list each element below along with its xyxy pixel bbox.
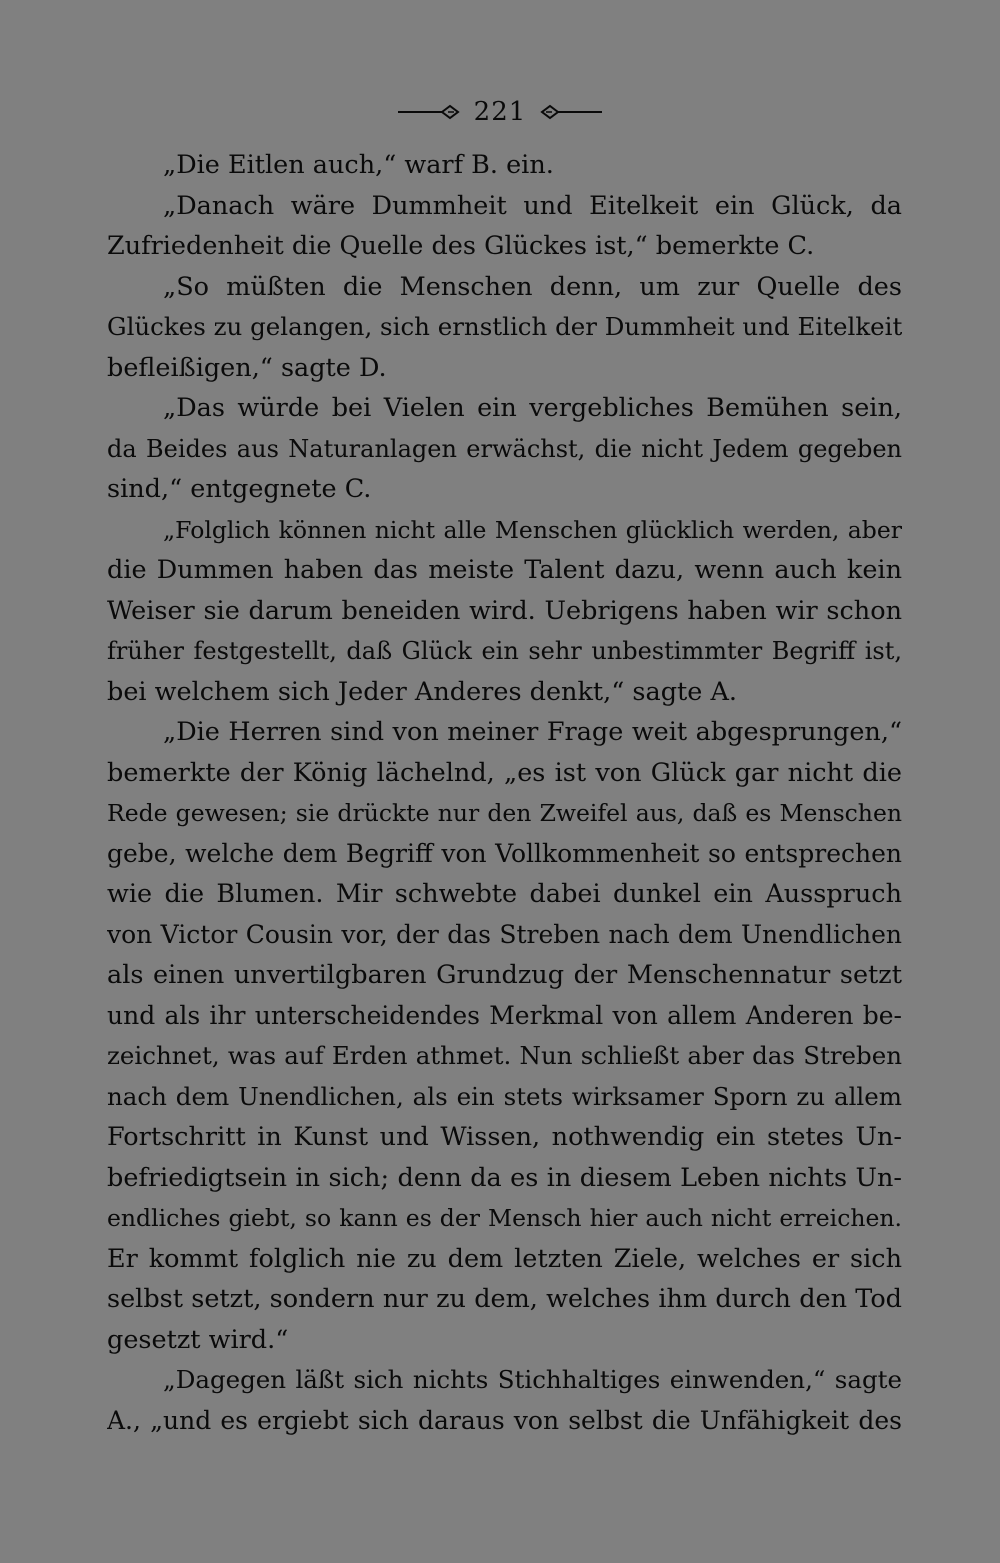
page-number: 221 [473,97,527,127]
text-line: Zufriedenheit die Quelle des Glückes ist,“ bemerkte C. [107,231,815,261]
text-line: wie die Blumen. Mir schwebte dabei dunkel ein Ausspruch [107,879,902,909]
text-line: endliches giebt, so kann es der Mensch hier auch nicht erreichen. [107,1204,902,1232]
text-line: Fortschritt in Kunst und Wissen, nothwendig ein stetes Un- [107,1122,902,1152]
text-line: zeichnet, was auf Erden athmet. Nun schließt aber das Streben [107,1041,902,1070]
text-line: „Das würde bei Vielen ein vergebliches Bemühen sein, [163,393,902,423]
text-line: selbst setzt, sondern nur zu dem, welches ihm durch den Tod [107,1284,902,1314]
text-line: Rede gewesen; sie drückte nur den Zweifel aus, daß es Menschen [107,799,902,827]
text-line: „Folglich können nicht alle Menschen glücklich werden, aber [163,515,902,544]
text-line: „Die Eitlen auch,“ warf B. ein. [163,150,554,180]
left-ornament-icon [398,102,460,122]
text-line: sind,“ entgegnete C. [107,474,372,504]
page-header [0,92,1000,132]
right-ornament-icon [540,102,602,122]
text-line: gebe, welche dem Begriff von Vollkommenheit so entsprechen [107,838,902,868]
text-line: Glückes zu gelangen, sich ernstlich der Dummheit und Eitelkeit [107,312,902,341]
text-line: „So müßten die Menschen denn, um zur Quelle des [163,271,902,302]
text-line: bei welchem sich Jeder Anderes denkt,“ sagte A. [107,676,737,707]
text-line: befriedigtsein in sich; denn da es in diesem Leben nichts Un- [107,1162,902,1193]
text-line: die Dummen haben das meiste Talent dazu, wenn auch kein [107,555,902,585]
text-line: „Dagegen läßt sich nichts Stichhaltiges einwenden,“ sagte [163,1365,902,1394]
text-line: früher festgestellt, daß Glück ein sehr unbestimmter Begriff ist, [107,637,902,665]
text-line: befleißigen,“ sagte D. [107,352,387,383]
text-line: gesetzt wird.“ [107,1324,289,1355]
text-line: und als ihr unterscheidendes Merkmal von allem Anderen be- [107,1000,902,1030]
body-text [107,145,902,1441]
text-line: von Victor Cousin vor, der das Streben nach dem Unendlichen [107,919,902,949]
text-line: „Die Herren sind von meiner Frage weit abgesprungen,“ [163,717,902,747]
text-line: A., „und es ergiebt sich daraus von selbst die Unfähigkeit des [107,1405,902,1435]
text-line: „Danach wäre Dummheit und Eitelkeit ein Glück, da [163,190,902,221]
text-line: Er kommt folglich nie zu dem letzten Ziele, welches er sich [107,1243,902,1274]
text-line: nach dem Unendlichen, als ein stets wirksamer Sporn zu allem [107,1081,902,1111]
text-line: da Beides aus Naturanlagen erwächst, die nicht Jedem gegeben [107,434,902,463]
text-line: als einen unvertilgbaren Grundzug der Menschennatur setzt [107,960,902,990]
text-line: Weiser sie darum beneiden wird. Uebrigens haben wir schon [107,595,902,626]
text-line: bemerkte der König lächelnd, „es ist von Glück gar nicht die [107,757,902,788]
